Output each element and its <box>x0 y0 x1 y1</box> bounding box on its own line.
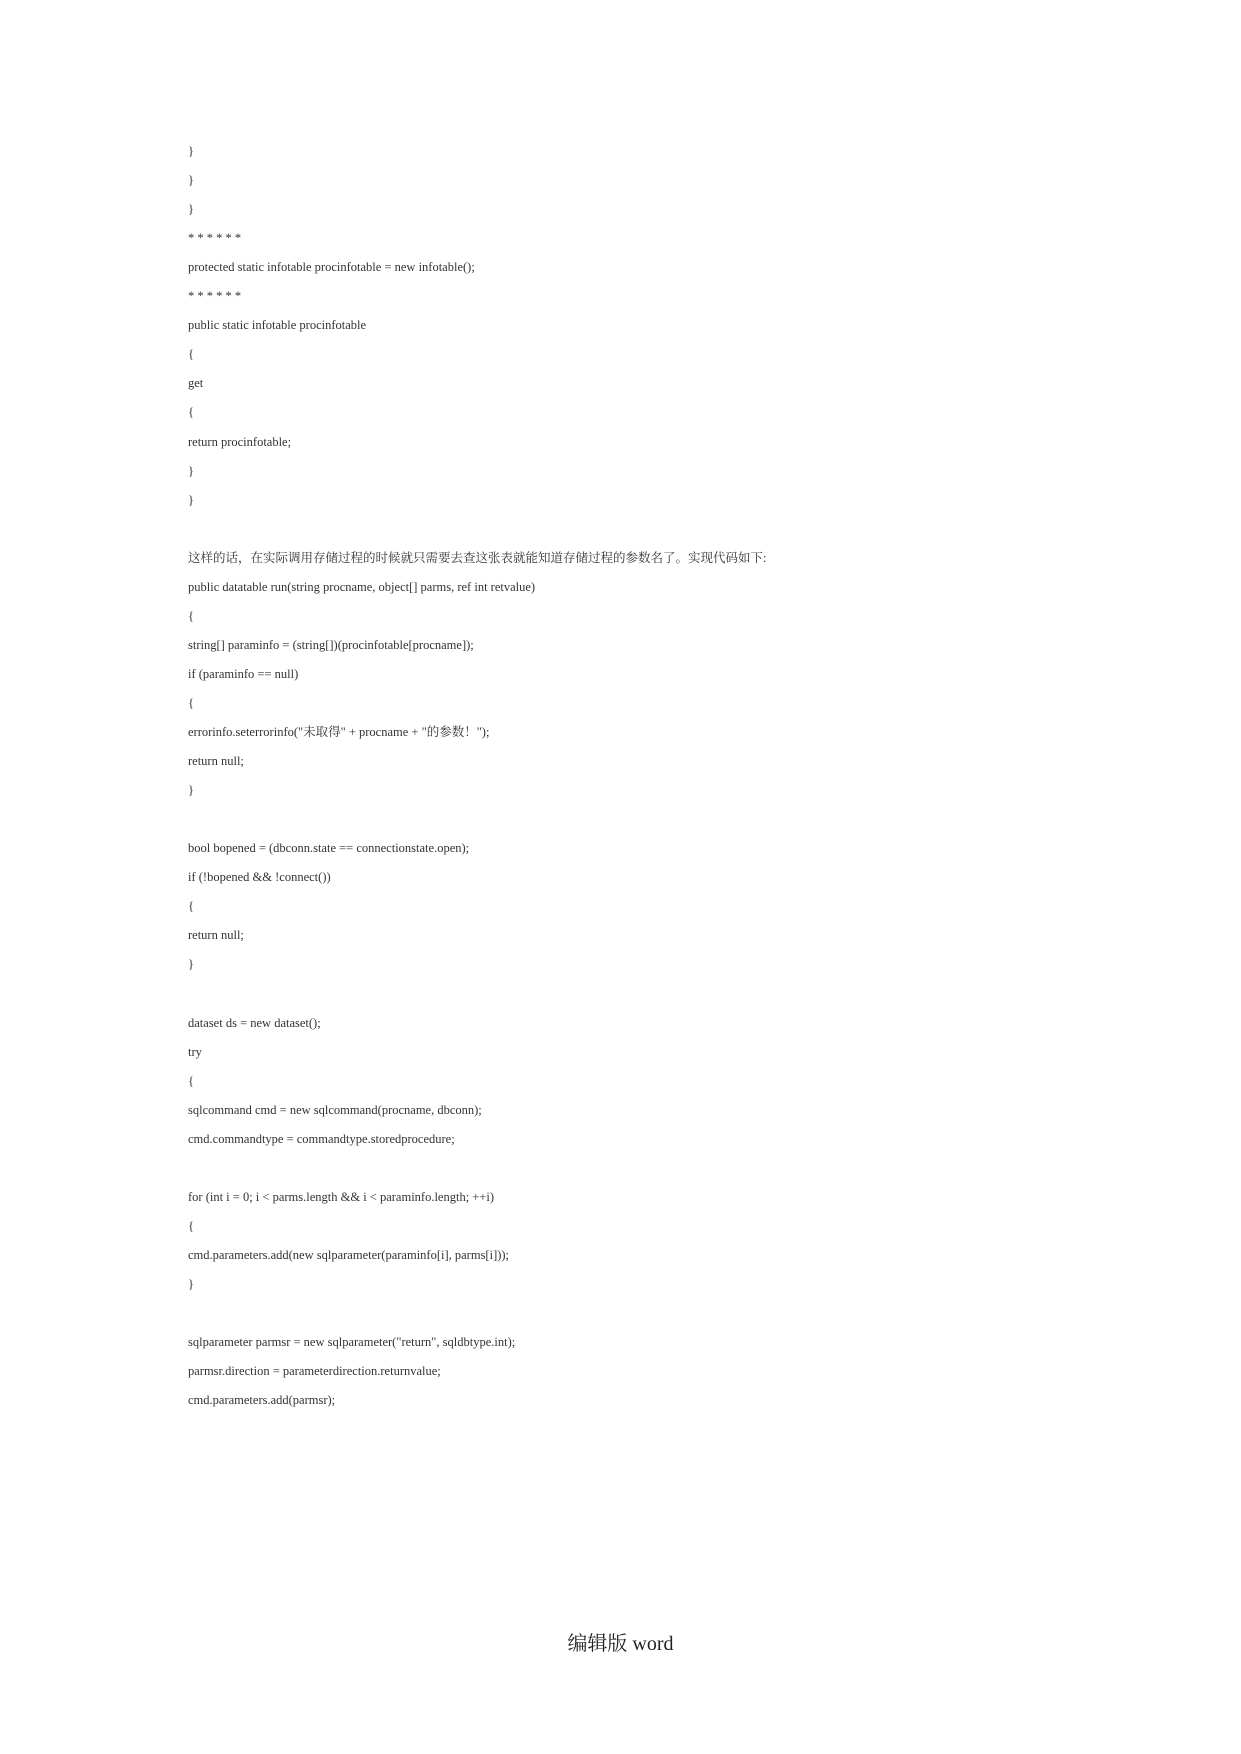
code-line: } <box>188 202 194 216</box>
code-line: } <box>188 464 194 478</box>
code-line: { <box>188 405 194 419</box>
code-line: { <box>188 609 194 623</box>
code-line: return null; <box>188 754 244 768</box>
code-line: cmd.commandtype = commandtype.storedprocedure; <box>188 1132 455 1146</box>
code-line: } <box>188 493 194 507</box>
code-line: * * * * * * <box>188 289 242 303</box>
code-line: get <box>188 376 204 390</box>
code-line: parmsr.direction = parameterdirection.returnvalue; <box>188 1364 441 1378</box>
code-line: } <box>188 1277 194 1291</box>
page-footer: 编辑版 word <box>567 1633 674 1655</box>
code-line: protected static infotable procinfotable = new infotable(); <box>188 260 475 274</box>
code-line: { <box>188 899 194 913</box>
code-line: { <box>188 696 194 710</box>
code-line: } <box>188 173 194 187</box>
code-line: try <box>188 1045 202 1059</box>
code-line: dataset ds = new dataset(); <box>188 1016 321 1030</box>
code-line: cmd.parameters.add(new sqlparameter(paraminfo[i], parms[i])); <box>188 1248 510 1262</box>
code-line: return procinfotable; <box>188 435 292 449</box>
code-line: * * * * * * <box>188 231 242 245</box>
code-line: sqlparameter parmsr = new sqlparameter("return", sqldbtype.int); <box>188 1335 516 1349</box>
code-line: cmd.parameters.add(parmsr); <box>188 1393 336 1407</box>
code-line: sqlcommand cmd = new sqlcommand(procname, dbconn); <box>188 1103 482 1117</box>
code-line: errorinfo.seterrorinfo("未取得" + procname + "的参数！"); <box>188 725 490 739</box>
code-line: if (paraminfo == null) <box>188 667 299 681</box>
code-line: 这样的话，在实际调用存储过程的时候就只需要去查这张表就能知道存储过程的参数名了。实现代码如下: <box>188 551 767 565</box>
code-line: } <box>188 957 194 971</box>
code-line: { <box>188 1074 194 1088</box>
code-line: for (int i = 0; i < parms.length && i < paraminfo.length; ++i) <box>188 1190 495 1204</box>
code-line: bool bopened = (dbconn.state == connectionstate.open); <box>188 841 470 855</box>
code-line: { <box>188 1219 194 1233</box>
code-line: string[] paraminfo = (string[])(procinfotable[procname]); <box>188 638 474 652</box>
code-line: if (!bopened && !connect()) <box>188 870 331 884</box>
code-line: public datatable run(string procname, object[] parms, ref int retvalue) <box>188 580 536 594</box>
code-line: return null; <box>188 928 244 942</box>
code-line: } <box>188 144 194 158</box>
code-line: { <box>188 347 194 361</box>
code-line: public static infotable procinfotable <box>188 318 367 332</box>
code-line: } <box>188 783 194 797</box>
